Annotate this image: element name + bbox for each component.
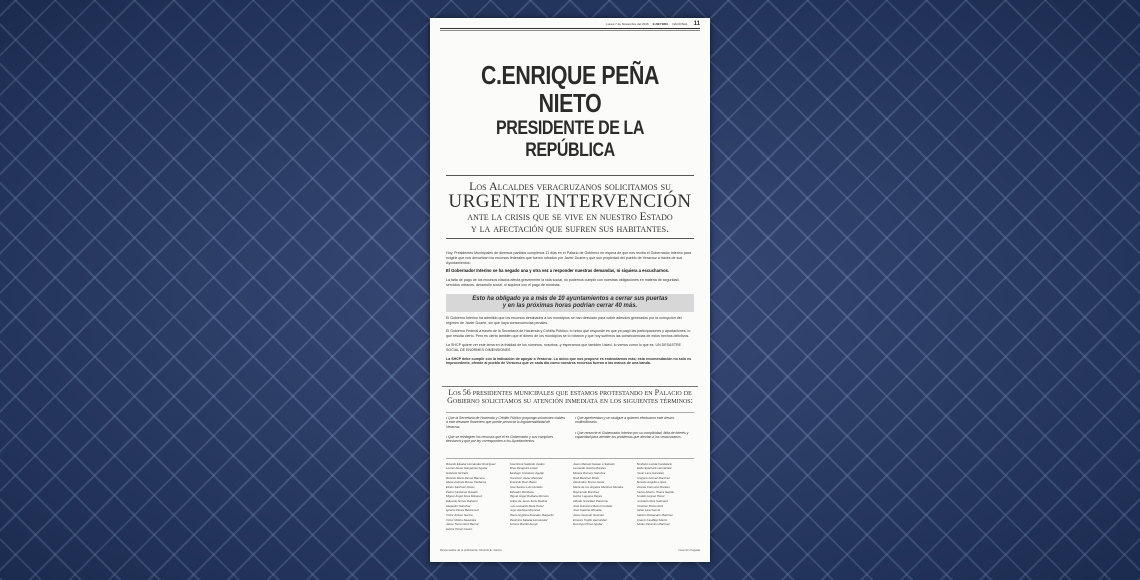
signatory-name: José Cadena Ahmada — [573, 508, 602, 513]
term-1: • Que la Secretaría de Hacienda y Crédito Público proponga soluciones viables a este desastre financiero que puede provocar la ingobernabilidad de Veracruz. — [446, 416, 565, 429]
header-brand: E-NEYBRA — [652, 22, 669, 26]
signatory-name: Efraín Sánchez Flores — [446, 484, 475, 489]
signatory-name: Jaime Torres Ruiz Bernal — [446, 522, 479, 527]
names-column-4 — [637, 462, 695, 532]
signatory-name: Bonifacio Landa Candelario — [636, 461, 673, 466]
signatory-name: Héctor Laguera Reyes — [573, 494, 602, 499]
newspaper-page — [430, 18, 710, 562]
signatory-name: Amaldo Heyser Pérez — [636, 494, 665, 499]
signatory-name: Cristinan Flores Ruiz — [636, 503, 664, 508]
term-3: • Que aprehendan y se castigue a quienes efectuaron este desvío multimillonario. — [575, 416, 675, 425]
signatory-name: María de los Ángeles Martínez Morales — [573, 484, 624, 489]
signatory-name: José Francisco Bacut Cordelie — [573, 503, 613, 508]
signatory-name: Antonio Bonilla Arroyo — [509, 522, 538, 527]
signatory-name: Ignacio Castillejo Martín — [636, 517, 668, 522]
signatory-name: Everardo Ruiz Mateo — [509, 480, 537, 485]
callout-line1: Esto ha obligado ya a más de 10 ayuntamientos a cerrar sus puertas — [472, 295, 668, 302]
paragraph-6: La SHCP quiere ver este tema en la frialdad de los números, nosotros -y esperamos que también Usted- lo vemos como lo que es: UN DESASTRE SOCIAL DE ENORMES DIMENSIONES. — [446, 342, 682, 352]
terms-column-right — [575, 416, 694, 449]
signatory-name: Elías Zaragoza López — [509, 466, 538, 471]
page-header — [440, 21, 700, 27]
header-rule-thin — [440, 30, 700, 31]
signatory-name: Ernesto Trujillo Hernández — [573, 517, 608, 522]
page-number: 11 — [693, 21, 700, 27]
signatory-name: Jesús Manuel Gaspar a Salcedo — [573, 461, 615, 466]
signatory-name: Adrián Palomino Martínez — [636, 522, 670, 527]
paragraph-2: El Gobernador Interino se ha negado una y otra vez a responder nuestras demandas, ni siquiera a escucharnos. — [446, 268, 670, 274]
signatory-name: Carlos Alberto Ybarra Galván — [636, 489, 675, 494]
signatory-name: Elidio Sparhank Hernández — [636, 466, 672, 471]
callout-box — [446, 294, 694, 312]
signatory-name: Ricardo Eleazar Hernández Rodríguez — [446, 461, 496, 466]
signatory-name: Miguel Ángel Roldana Romero — [509, 494, 549, 499]
signatory-name: José René Gallardo Ávalos — [509, 461, 545, 466]
signatory-name: Hugo Apolaya Moyonaz — [509, 508, 541, 513]
signatory-name: Francisco Javier Martínez — [509, 475, 543, 480]
paragraph-4: El Gobierno Interino ha admitido que los recursos destinados a los municipios se han desviado para cubrir adeudos generados por la corrupción del régimen de Javier Duarte, sin que haya consecuencias penales. — [446, 315, 682, 325]
names-column-2 — [510, 462, 568, 532]
header-section: NACIONAL — [672, 22, 688, 26]
signatory-name: Gabino Polisecario Martínez — [636, 512, 673, 517]
signatory-name: Benedo Angeles López — [636, 480, 667, 485]
signatory-name: Leonardo García Morales — [573, 466, 606, 471]
term-4: • Que renuncie el Gobernador Interino por su complicidad, falta de interés y capacidad para atender los problemas que afectan a los veracruzanos. — [575, 430, 689, 440]
signatory-name: Alfredo González Palomino — [573, 498, 609, 503]
signatory-name: José Santos Luis Hurtado — [509, 484, 543, 489]
headline — [463, 61, 676, 161]
signatory-name: Víctor Molina Saavedra — [446, 517, 477, 522]
subheading-line3: ante la crisis que se vive en nuestro Estado — [467, 211, 673, 223]
signatory-name: Oscar Lara Gonzalez — [636, 470, 664, 475]
paragraph-7: La SHCP debe cumplir con la indicación de apoyar a Veracruz. Lo único que nos propone es endeudarnos más; esta recomendación no solo es improcedente, ofende al pueblo de Veracruz que ve cada día como nuestros recursos fueron a las manos de una banda. — [446, 356, 692, 366]
signatory-name: Santiago Cortázaro Aguilar — [509, 470, 545, 475]
callout-line2: y en las próximas horas podrían cerrar 40 más. — [502, 302, 638, 309]
page-footer — [440, 548, 700, 552]
signatory-name: Gregorio Gómez Martínez — [636, 475, 670, 480]
headline-name: C.ENRIQUE PEÑA NIETO — [481, 60, 659, 118]
signatory-name: María Antonia Rosas Cárdenas — [446, 480, 487, 485]
signatory-name: Héctor Pérez Castro — [446, 526, 473, 531]
header-rule — [440, 28, 700, 29]
signatory-name: Pedro Cárdenas Rosado — [446, 489, 478, 494]
headline-title: PRESIDENTE DE LA REPÚBLICA — [495, 117, 645, 161]
footer-paid-insertion: Inserción Pagada — [678, 548, 700, 552]
subheading-line4: y la afectación que sufren sus habitantes. — [471, 223, 669, 235]
signatory-name: María Angélica Alvarado Margarito — [509, 512, 554, 517]
signatories — [446, 458, 694, 532]
names-column-3 — [573, 462, 631, 532]
signatory-name: Ricardo Mario Zarraz Bárcena — [446, 475, 485, 480]
signatory-name: Luis Leonardo Reza Pérez — [509, 503, 544, 508]
signatory-name: Jesús Guzmán Guzmán — [573, 512, 605, 517]
signatory-name: Gabriela Gil Félix — [446, 470, 469, 475]
signatory-name: Leonardo Ruiz Galmand — [636, 498, 668, 503]
signatory-name: Ignacio Flores Betancourt — [446, 508, 479, 513]
subheading-line2: URGENTE INTERVENCIÓN — [448, 191, 692, 212]
signatory-name: Domingo Pérez Aguilar — [573, 522, 603, 527]
header-date: Lunes 7 de Noviembre del 2016 — [606, 22, 649, 26]
signatory-name: Maximino Salazar Hernández — [509, 517, 548, 522]
signatory-name: Moisés Romero Sánchez — [573, 470, 606, 475]
terms-column-left — [446, 416, 565, 449]
terms-title: Los 56 presidentes municipales que estamos protestando en Palacio de Gobierno solicitamos su atención inmediata en los siguientes términos: — [442, 386, 698, 404]
paragraph-5: El Gobierno Federal a través de la Secretaría de Hacienda y Crédito Público, lo único que responde es que ya pagó las participaciones y aportaciones, lo que resulta cierto. Pero es cierto también que el dinero de los municipios se lo robaron y que hoy sufrimos las consecuencias de estos hechos delictivos. — [446, 329, 691, 339]
signatory-name: Miguel Ángel Sosa Márquez — [446, 494, 483, 499]
signatory-name: Alejandro Sánchez — [446, 503, 471, 508]
signatory-name: Raymundo Martínez — [573, 489, 600, 494]
signatory-name: Raúl Martínez Mirali — [573, 475, 599, 480]
subheading-line1: Los Alcaldes veracruzanos solicitamos su — [469, 179, 671, 193]
signatory-name: Julián Lara García — [636, 508, 661, 513]
signatory-name: Vicente Carmona Morales — [636, 484, 670, 489]
signatory-name: Víctor Alonso García — [446, 512, 473, 517]
signatory-name: Salvador Mendoza — [509, 489, 534, 494]
terms-list — [446, 412, 694, 449]
names-column-1 — [446, 462, 504, 532]
signatory-name: Alexandrer Flores Heras — [573, 480, 605, 485]
signatory-name: Eduardo Armas Rubiano — [446, 498, 478, 503]
article-body — [446, 251, 694, 366]
paragraph-1: Hoy, Presidentes Municipales de diversos partidos cumplimos 11 días en el Palacio de Gobierno en espera de que nos reciba el Gobernador Interino para exigirle que nos devuelvan los recursos federales que fueron robados por Javier Duarte y que son propiedad del pueblo de Veracruz a través de sus Ayuntamientos. — [446, 251, 691, 265]
footer-responsible: Responsable de la publicación: Ricardo E. García — [440, 548, 502, 552]
signatory-name: Leonel Javier Sangabriel Aguilar — [446, 466, 488, 471]
subheading — [446, 175, 694, 239]
signatory-name: Felipe de Jesús Solís Medina — [509, 498, 548, 503]
term-2: • Que se reintegren los recursos que el ex Gobernador y sus cómplices desviaron y que por ley corresponden a los Ayuntamientos. — [446, 435, 554, 444]
paragraph-3: La falta de pago de los recursos citados afecta gravemente la vida social, no podemos cumplir con nuestras obligaciones en materia de seguridad, servicios urbanos, desarrollo social, ni siquiera con el pago de nóminas. — [446, 278, 680, 287]
